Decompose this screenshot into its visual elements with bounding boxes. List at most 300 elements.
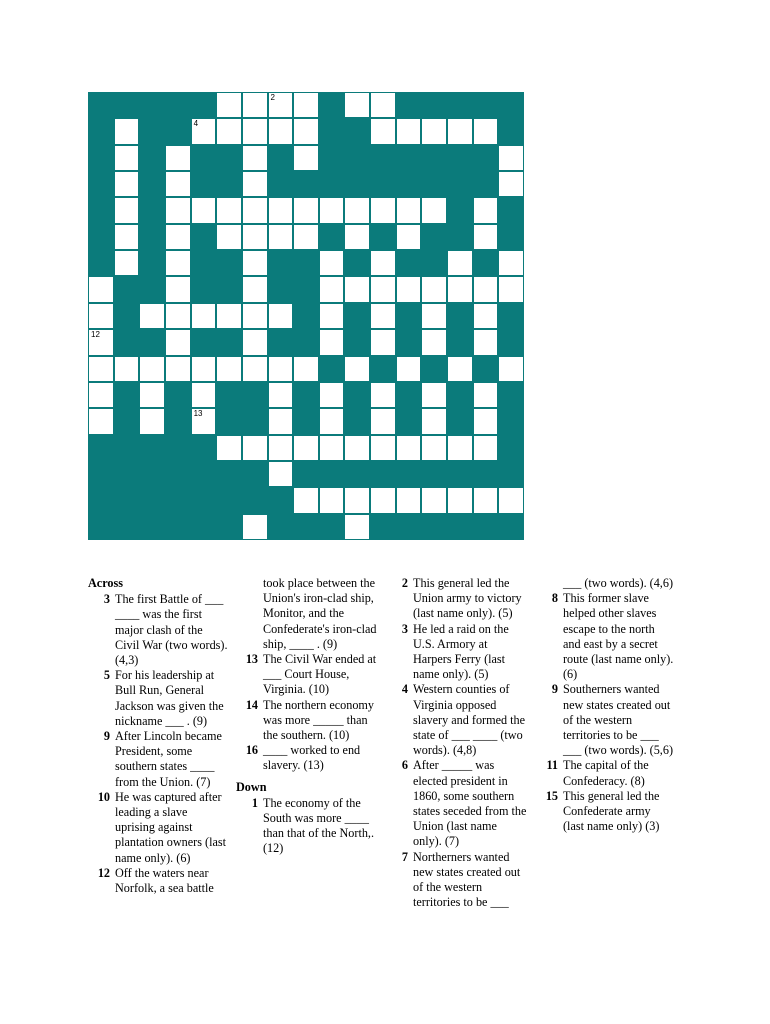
grid-cell-open[interactable] (319, 329, 345, 355)
clue (536, 591, 674, 682)
grid-cell-open[interactable] (344, 356, 370, 382)
grid-cell-blocked (421, 250, 447, 276)
grid-cell-open[interactable] (242, 329, 268, 355)
grid-cell-blocked (165, 461, 191, 487)
grid-cell-open[interactable] (139, 408, 165, 434)
grid-cell-open[interactable] (268, 356, 294, 382)
clue (536, 789, 674, 835)
grid-cell-open[interactable] (370, 118, 396, 144)
grid-cell-open[interactable] (191, 356, 217, 382)
grid-cell-blocked (165, 92, 191, 118)
clue-number: 3 (103, 592, 110, 607)
grid-cell-open[interactable] (114, 250, 140, 276)
grid-cell-blocked (396, 329, 422, 355)
grid-cell-open[interactable] (88, 356, 114, 382)
grid-cell-open[interactable] (473, 435, 499, 461)
grid-cell-blocked (139, 92, 165, 118)
grid-cell-blocked (268, 487, 294, 513)
clue-text: ___ (two words). (4,6) (563, 576, 674, 590)
grid-cell-open[interactable] (319, 408, 345, 434)
grid-cell-open[interactable] (88, 382, 114, 408)
grid-cell-open[interactable] (344, 197, 370, 223)
grid-cell-open[interactable] (319, 382, 345, 408)
grid-cell-open[interactable] (242, 92, 268, 118)
clue (88, 729, 228, 790)
grid-cell-blocked (191, 329, 217, 355)
clue-number: 16 (245, 743, 258, 758)
grid-cell-blocked (268, 514, 294, 540)
grid-cell-open[interactable] (293, 224, 319, 250)
grid-cell-blocked (396, 250, 422, 276)
grid-cell-open[interactable] (165, 224, 191, 250)
grid-cell-open[interactable] (191, 303, 217, 329)
grid-cell-open[interactable] (473, 487, 499, 513)
grid-cell-blocked (165, 487, 191, 513)
grid-cell-open[interactable] (268, 303, 294, 329)
grid-cell-open[interactable] (447, 276, 473, 302)
clue-text: He led a raid on the U.S. Armory at Harpers Ferry (last name only). (5) (413, 621, 509, 682)
grid-cell-open[interactable] (165, 171, 191, 197)
grid-cell-open[interactable] (319, 303, 345, 329)
grid-cell-blocked (473, 356, 499, 382)
grid-cell-open[interactable] (344, 92, 370, 118)
grid-cell-open[interactable] (242, 250, 268, 276)
grid-cell-blocked (344, 171, 370, 197)
grid-cell-open[interactable] (473, 197, 499, 223)
grid-cell-blocked (165, 408, 191, 434)
grid-cell-open[interactable] (473, 224, 499, 250)
grid-cell-blocked (139, 329, 165, 355)
grid-cell-blocked (242, 461, 268, 487)
grid-cell-blocked (191, 250, 217, 276)
clue-text: The capital of the Confederacy. (8) (563, 758, 649, 788)
grid-cell-blocked (498, 118, 524, 144)
grid-cell-blocked (421, 461, 447, 487)
grid-cell-blocked (319, 224, 345, 250)
grid-cell-blocked (396, 514, 422, 540)
grid-cell-open[interactable] (447, 250, 473, 276)
grid-cell-blocked (473, 461, 499, 487)
grid-cell-blocked (191, 171, 217, 197)
grid-cell-open[interactable] (216, 224, 242, 250)
grid-cell-blocked (242, 487, 268, 513)
grid-cell-blocked (421, 171, 447, 197)
grid-cell-open[interactable] (319, 197, 345, 223)
grid-cell-blocked (396, 92, 422, 118)
grid-cell-blocked (396, 382, 422, 408)
grid-cell-open[interactable] (242, 435, 268, 461)
grid-cell-open[interactable] (447, 435, 473, 461)
grid-cell-blocked (293, 514, 319, 540)
grid-cell-open[interactable] (191, 408, 217, 434)
grid-cell-blocked (88, 171, 114, 197)
grid-cell-blocked (396, 461, 422, 487)
grid-cell-open[interactable] (473, 276, 499, 302)
grid-cell-open[interactable] (421, 408, 447, 434)
clue (236, 743, 378, 773)
grid-cell-blocked (114, 382, 140, 408)
grid-cell-open[interactable] (370, 435, 396, 461)
grid-cell-blocked (396, 171, 422, 197)
grid-cell-blocked (344, 118, 370, 144)
grid-cell-open[interactable] (242, 224, 268, 250)
grid-cell-blocked (498, 92, 524, 118)
grid-cell-open[interactable] (88, 329, 114, 355)
grid-cell-blocked (139, 461, 165, 487)
grid-cell-open[interactable] (293, 435, 319, 461)
grid-cell-open[interactable] (139, 356, 165, 382)
grid-cell-open[interactable] (421, 276, 447, 302)
grid-cell-open[interactable] (319, 250, 345, 276)
grid-cell-blocked (344, 461, 370, 487)
grid-cell-blocked (344, 408, 370, 434)
grid-cell-blocked (319, 356, 345, 382)
grid-cell-blocked (447, 224, 473, 250)
grid-cell-blocked (498, 303, 524, 329)
grid-cell-open[interactable] (242, 276, 268, 302)
clue-text: After _____ was elected president in 1860, some southern states seceded from the Union (last name only). (7) (413, 758, 527, 849)
clue-text: For his leadership at Bull Run, General Jackson was given the nickname ___ . (9) (115, 668, 224, 728)
grid-cell-open[interactable] (191, 118, 217, 144)
grid-cell-open[interactable] (370, 250, 396, 276)
clue-column-2 (236, 576, 378, 857)
clue (236, 796, 378, 857)
grid-cell-blocked (139, 224, 165, 250)
grid-cell-open[interactable] (216, 356, 242, 382)
grid-cell-open[interactable] (268, 224, 294, 250)
grid-cell-blocked (216, 171, 242, 197)
cell-number: 4 (193, 119, 199, 129)
grid-cell-open[interactable] (498, 487, 524, 513)
grid-cell-blocked (191, 276, 217, 302)
grid-cell-blocked (191, 145, 217, 171)
grid-cell-blocked (139, 514, 165, 540)
grid-cell-blocked (114, 514, 140, 540)
grid-cell-blocked (114, 461, 140, 487)
grid-cell-open[interactable] (473, 118, 499, 144)
grid-cell-open[interactable] (370, 197, 396, 223)
grid-cell-blocked (370, 224, 396, 250)
grid-cell-open[interactable] (344, 224, 370, 250)
grid-cell-blocked (242, 408, 268, 434)
grid-cell-blocked (447, 514, 473, 540)
grid-cell-open[interactable] (139, 382, 165, 408)
grid-cell-open[interactable] (216, 92, 242, 118)
grid-cell-open[interactable] (498, 145, 524, 171)
clue-number: 7 (401, 849, 408, 864)
grid-cell-blocked (88, 487, 114, 513)
grid-cell-blocked (88, 250, 114, 276)
clue-number: 8 (551, 591, 558, 606)
grid-cell-blocked (421, 224, 447, 250)
grid-cell-blocked (139, 250, 165, 276)
grid-cell-open[interactable] (344, 514, 370, 540)
grid-cell-open[interactable] (370, 487, 396, 513)
grid-cell-open[interactable] (268, 118, 294, 144)
grid-cell-open[interactable] (344, 487, 370, 513)
grid-cell-open[interactable] (319, 276, 345, 302)
grid-cell-open[interactable] (421, 118, 447, 144)
grid-cell-open[interactable] (421, 382, 447, 408)
grid-cell-open[interactable] (498, 356, 524, 382)
grid-cell-open[interactable] (165, 276, 191, 302)
grid-cell-open[interactable] (319, 435, 345, 461)
grid-cell-blocked (88, 514, 114, 540)
grid-cell-blocked (293, 303, 319, 329)
grid-cell-blocked (421, 514, 447, 540)
grid-cell-open[interactable] (370, 329, 396, 355)
grid-cell-blocked (268, 250, 294, 276)
grid-cell-blocked (421, 92, 447, 118)
grid-cell-blocked (216, 276, 242, 302)
grid-cell-open[interactable] (88, 303, 114, 329)
grid-cell-open[interactable] (473, 303, 499, 329)
grid-cell-blocked (293, 408, 319, 434)
grid-cell-blocked (268, 276, 294, 302)
grid-cell-blocked (447, 145, 473, 171)
grid-cell-blocked (216, 145, 242, 171)
grid-cell-blocked (498, 408, 524, 434)
grid-cell-blocked (191, 514, 217, 540)
clue (386, 682, 528, 758)
grid-cell-blocked (114, 487, 140, 513)
grid-cell-open[interactable] (165, 145, 191, 171)
grid-cell-blocked (473, 145, 499, 171)
clue (236, 576, 378, 652)
grid-cell-blocked (293, 171, 319, 197)
grid-cell-open[interactable] (344, 435, 370, 461)
grid-cell-open[interactable] (114, 197, 140, 223)
grid-cell-blocked (191, 224, 217, 250)
clue (536, 682, 674, 758)
grid-cell-blocked (447, 171, 473, 197)
clue (236, 652, 378, 698)
grid-cell-open[interactable] (216, 303, 242, 329)
grid-cell-blocked (319, 461, 345, 487)
grid-cell-open[interactable] (242, 197, 268, 223)
grid-cell-open[interactable] (370, 382, 396, 408)
grid-cell-blocked (191, 461, 217, 487)
grid-cell-open[interactable] (165, 329, 191, 355)
clue-number: 1 (251, 795, 258, 810)
grid-cell-open[interactable] (114, 171, 140, 197)
grid-cell-blocked (396, 303, 422, 329)
clue (236, 698, 378, 744)
grid-cell-blocked (447, 197, 473, 223)
grid-cell-blocked (114, 329, 140, 355)
grid-cell-blocked (88, 461, 114, 487)
grid-cell-open[interactable] (447, 356, 473, 382)
grid-cell-blocked (293, 329, 319, 355)
grid-cell-blocked (447, 329, 473, 355)
grid-cell-blocked (114, 92, 140, 118)
grid-cell-blocked (114, 276, 140, 302)
grid-cell-open[interactable] (396, 435, 422, 461)
grid-cell-open[interactable] (191, 197, 217, 223)
grid-cell-open[interactable] (370, 303, 396, 329)
grid-cell-open[interactable] (242, 145, 268, 171)
grid-cell-blocked (88, 435, 114, 461)
grid-cell-open[interactable] (242, 171, 268, 197)
grid-cell-blocked (344, 303, 370, 329)
crossword-grid (88, 92, 524, 540)
grid-cell-open[interactable] (165, 303, 191, 329)
grid-cell-blocked (396, 145, 422, 171)
grid-cell-blocked (473, 250, 499, 276)
grid-cell-open[interactable] (268, 408, 294, 434)
grid-cell-open[interactable] (421, 197, 447, 223)
grid-cell-open[interactable] (344, 276, 370, 302)
grid-cell-open[interactable] (88, 276, 114, 302)
grid-cell-open[interactable] (293, 356, 319, 382)
grid-cell-blocked (139, 171, 165, 197)
grid-cell-open[interactable] (473, 329, 499, 355)
grid-cell-open[interactable] (396, 276, 422, 302)
grid-cell-open[interactable] (165, 197, 191, 223)
grid-cell-open[interactable] (319, 487, 345, 513)
cell-number: 13 (193, 409, 203, 419)
clue-text: ____ worked to end slavery. (13) (263, 743, 361, 773)
grid-cell-open[interactable] (370, 408, 396, 434)
clue-text: This former slave helped other slaves escape to the north and east by a secret route (last name only). (6) (563, 591, 674, 682)
grid-cell-open[interactable] (396, 224, 422, 250)
clue (88, 866, 228, 896)
grid-cell-open[interactable] (268, 461, 294, 487)
grid-cell-open[interactable] (396, 118, 422, 144)
clue-number: 9 (103, 729, 110, 744)
grid-cell-open[interactable] (396, 487, 422, 513)
grid-cell-open[interactable] (165, 250, 191, 276)
grid-cell-open[interactable] (139, 303, 165, 329)
grid-cell-blocked (216, 408, 242, 434)
grid-cell-open[interactable] (421, 487, 447, 513)
grid-cell-blocked (293, 276, 319, 302)
grid-cell-blocked (165, 435, 191, 461)
grid-cell-blocked (139, 435, 165, 461)
grid-cell-open[interactable] (216, 197, 242, 223)
grid-cell-open[interactable] (242, 356, 268, 382)
grid-cell-blocked (165, 382, 191, 408)
grid-cell-open[interactable] (370, 92, 396, 118)
grid-cell-blocked (268, 171, 294, 197)
clue-number: 2 (401, 576, 408, 590)
clue-text: This general led the Union army to victory (last name only). (5) (413, 576, 522, 621)
clue (88, 592, 228, 668)
grid-cell-open[interactable] (421, 329, 447, 355)
grid-cell-open[interactable] (498, 276, 524, 302)
grid-cell-open[interactable] (498, 171, 524, 197)
grid-cell-blocked (114, 435, 140, 461)
clue-number: 12 (97, 865, 110, 880)
grid-cell-blocked (191, 435, 217, 461)
grid-cell-open[interactable] (114, 145, 140, 171)
grid-cell-blocked (319, 92, 345, 118)
clue (386, 622, 528, 683)
grid-cell-blocked (268, 145, 294, 171)
grid-cell-open[interactable] (242, 303, 268, 329)
grid-cell-open[interactable] (216, 118, 242, 144)
grid-cell-open[interactable] (268, 435, 294, 461)
clue-column-1 (88, 576, 228, 896)
grid-cell-open[interactable] (268, 92, 294, 118)
grid-cell-blocked (216, 487, 242, 513)
clue-text: This general led the Confederate army (last name only) (3) (563, 788, 660, 834)
grid-cell-blocked (498, 197, 524, 223)
grid-cell-open[interactable] (396, 197, 422, 223)
across-heading: Across (88, 576, 123, 590)
grid-cell-blocked (319, 118, 345, 144)
clue-text: Southerners wanted new states created out of the western territories to be ___ ___ (two words). (5,6) (563, 682, 674, 758)
grid-cell-open[interactable] (447, 118, 473, 144)
grid-cell-blocked (114, 408, 140, 434)
clue-number: 15 (545, 788, 558, 803)
grid-cell-blocked (88, 197, 114, 223)
clue-text: The economy of the South was more ____ than that of the North,. (12) (263, 795, 375, 856)
grid-cell-open[interactable] (114, 118, 140, 144)
grid-cell-blocked (293, 382, 319, 408)
grid-cell-blocked (396, 408, 422, 434)
grid-cell-open[interactable] (370, 276, 396, 302)
clue-number: 4 (401, 682, 408, 697)
clue-text: Western counties of Virginia opposed slavery and formed the state of ___ ____ (two words). (4,8) (413, 682, 526, 758)
clue-column-4 (536, 576, 674, 834)
clue-text: Northerners wanted new states created out of the western territories to be ___ (413, 849, 521, 910)
grid-cell-blocked (216, 382, 242, 408)
grid-cell-open[interactable] (88, 408, 114, 434)
grid-cell-open[interactable] (268, 382, 294, 408)
clue (88, 790, 228, 866)
grid-cell-open[interactable] (242, 118, 268, 144)
clue-column-3 (386, 576, 528, 910)
grid-cell-open[interactable] (293, 487, 319, 513)
grid-cell-open[interactable] (473, 382, 499, 408)
grid-cell-open[interactable] (293, 92, 319, 118)
grid-cell-blocked (370, 461, 396, 487)
grid-cell-blocked (165, 514, 191, 540)
grid-cell-open[interactable] (447, 487, 473, 513)
grid-cell-open[interactable] (396, 356, 422, 382)
grid-cell-blocked (165, 118, 191, 144)
clue-text: The first Battle of ___ ____ was the first major clash of the Civil War (two words). (4,3) (115, 592, 228, 668)
grid-cell-open[interactable] (191, 382, 217, 408)
grid-cell-open[interactable] (421, 435, 447, 461)
grid-cell-blocked (447, 382, 473, 408)
grid-cell-blocked (370, 356, 396, 382)
grid-cell-open[interactable] (242, 514, 268, 540)
grid-cell-open[interactable] (114, 224, 140, 250)
grid-cell-open[interactable] (421, 303, 447, 329)
clue-text: After Lincoln became President, some southern states ____ from the Union. (7) (115, 729, 222, 789)
clue (536, 758, 674, 788)
grid-cell-open[interactable] (216, 435, 242, 461)
grid-cell-open[interactable] (293, 145, 319, 171)
grid-cell-open[interactable] (114, 356, 140, 382)
clue-text: Off the waters near Norfolk, a sea battle (115, 865, 214, 896)
grid-cell-blocked (88, 118, 114, 144)
clue (88, 668, 228, 729)
grid-cell-open[interactable] (473, 408, 499, 434)
grid-cell-blocked (498, 329, 524, 355)
grid-cell-blocked (88, 92, 114, 118)
grid-cell-open[interactable] (165, 356, 191, 382)
grid-cell-open[interactable] (498, 250, 524, 276)
grid-cell-open[interactable] (293, 197, 319, 223)
grid-cell-open[interactable] (293, 118, 319, 144)
grid-cell-blocked (242, 382, 268, 408)
grid-cell-blocked (344, 145, 370, 171)
grid-cell-open[interactable] (268, 197, 294, 223)
grid-cell-blocked (370, 145, 396, 171)
